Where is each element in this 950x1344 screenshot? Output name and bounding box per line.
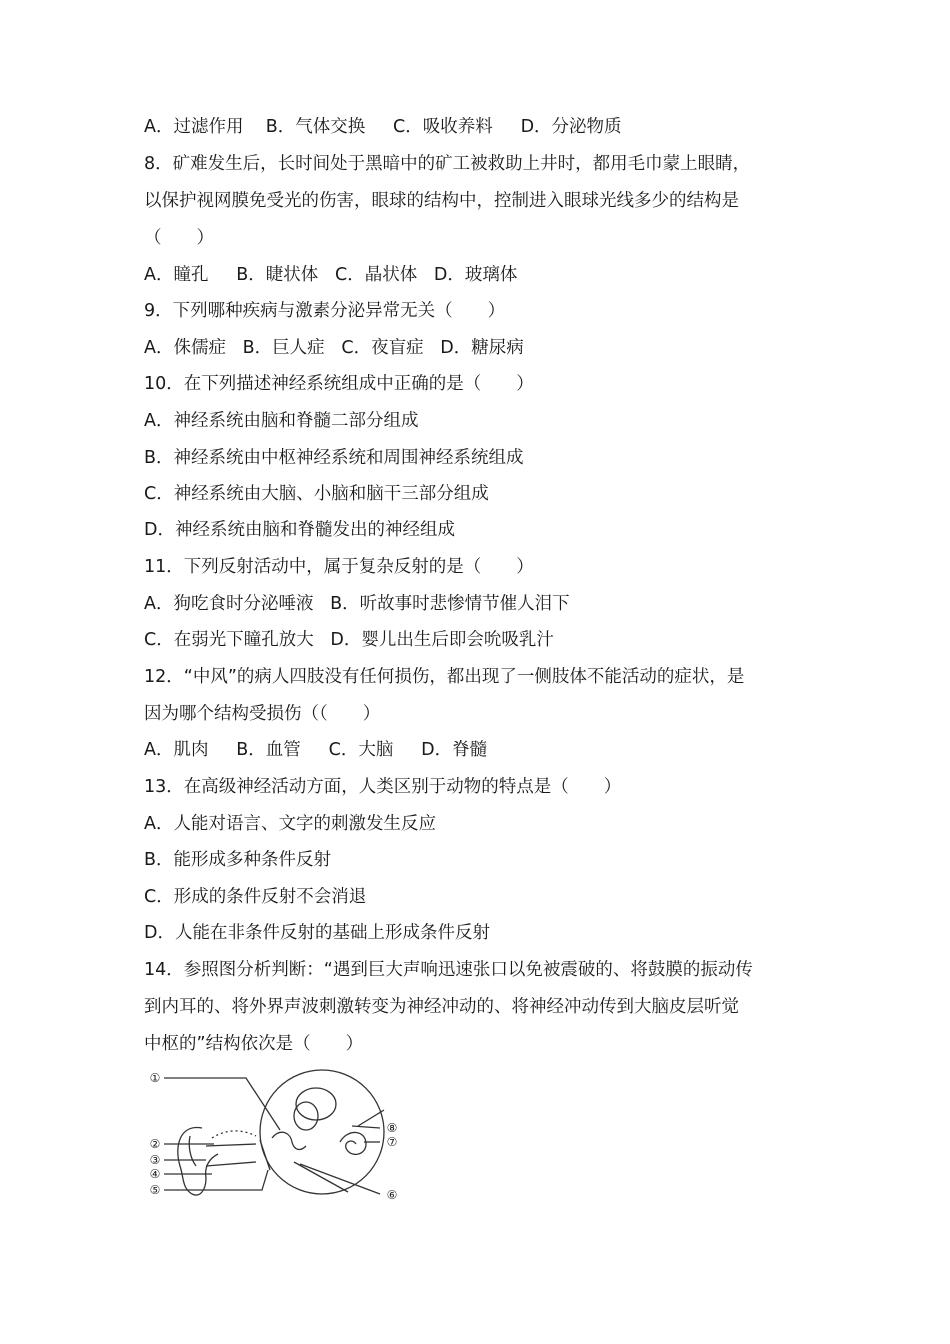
figure-label-5: ⑤ [149, 1183, 161, 1197]
figure-label-8: ⑧ [386, 1121, 398, 1135]
q14-stem-line1: 14．参照图分析判断：“遇到巨大声响迅速张口以免被震破的、将鼓膜的振动传 [144, 960, 753, 980]
ossicles [272, 1132, 306, 1149]
auditory-nerve [358, 1110, 384, 1126]
q12-stem-line1: 12．“中风”的病人四肢没有任何损伤，都出现了一侧肢体不能活动的症状，是 [144, 667, 745, 687]
figure-label-2: ② [149, 1137, 161, 1151]
cochlea [340, 1132, 366, 1154]
eustachian-tube [294, 1162, 348, 1192]
q10-stem: 10．在下列描述神经系统组成中正确的是（ ） [144, 374, 534, 394]
q10-option-d: D．神经系统由脑和脊髓发出的神经组成 [144, 520, 455, 540]
q8-stem-line2: 以保护视网膜免受光的伤害，眼球的结构中，控制进入眼球光线多少的结构是 [144, 191, 739, 211]
q8-answer-blank: （ ） [144, 228, 214, 248]
q13-stem: 13．在高级神经活动方面，人类区别于动物的特点是（ ） [144, 777, 622, 797]
q10-option-a: A．神经系统由脑和脊髓二部分组成 [144, 411, 419, 431]
eardrum [260, 1140, 270, 1170]
ear-canal [206, 1144, 256, 1166]
ear-structure-diagram [144, 1066, 406, 1204]
q12-stem-line2: 因为哪个结构受损伤（（ ） [144, 704, 381, 724]
figure-label-3: ③ [149, 1153, 161, 1167]
q10-option-b: B．神经系统由中枢神经系统和周围神经系统组成 [144, 448, 524, 468]
figure-label-1: ① [149, 1071, 161, 1085]
q8-stem-line1: 8．矿难发生后，长时间处于黑暗中的矿工被救助上井时，都用毛巾蒙上眼睛， [144, 154, 751, 174]
q14-stem-line2: 到内耳的、将外界声波刺激转变为神经冲动的、将神经冲动传到大脑皮层听觉 [144, 997, 739, 1017]
semicircular-canals [296, 1088, 336, 1120]
q9-stem: 9．下列哪种疾病与激素分泌异常无关（ ） [144, 301, 506, 321]
figure-label-4: ④ [149, 1167, 161, 1181]
q13-option-a: A．人能对语言、文字的刺激发生反应 [144, 814, 436, 834]
figure-label-6: ⑥ [386, 1188, 398, 1202]
q11-stem: 11．下列反射活动中，属于复杂反射的是（ ） [144, 557, 534, 577]
q12-options: A．肌肉 B．血管 C．大脑 D．脊髓 [144, 740, 488, 760]
q9-options: A．侏儒症 B．巨人症 C．夜盲症 D．糖尿病 [144, 338, 524, 358]
q13-option-d: D．人能在非条件反射的基础上形成条件反射 [144, 923, 490, 943]
q13-option-c: C．形成的条件反射不会消退 [144, 887, 367, 907]
q10-option-c: C．神经系统由大脑、小脑和脑干三部分组成 [144, 484, 489, 504]
q8-options: A．瞳孔 B．睫状体 C．晶状体 D．玻璃体 [144, 265, 518, 285]
figure-label-7: ⑦ [386, 1135, 398, 1149]
q13-option-b: B．能形成多种条件反射 [144, 850, 332, 870]
q14-stem-line3: 中枢的”结构依次是（ ） [144, 1034, 364, 1054]
q11-options-cd: C．在弱光下瞳孔放大 D．婴儿出生后即会吮吸乳汁 [144, 630, 554, 650]
q11-options-ab: A．狗吃食时分泌唾液 B．听故事时悲惨情节催人泪下 [144, 594, 570, 614]
q7-options: A．过滤作用 B．气体交换 C．吸收养料 D．分泌物质 [144, 117, 622, 137]
